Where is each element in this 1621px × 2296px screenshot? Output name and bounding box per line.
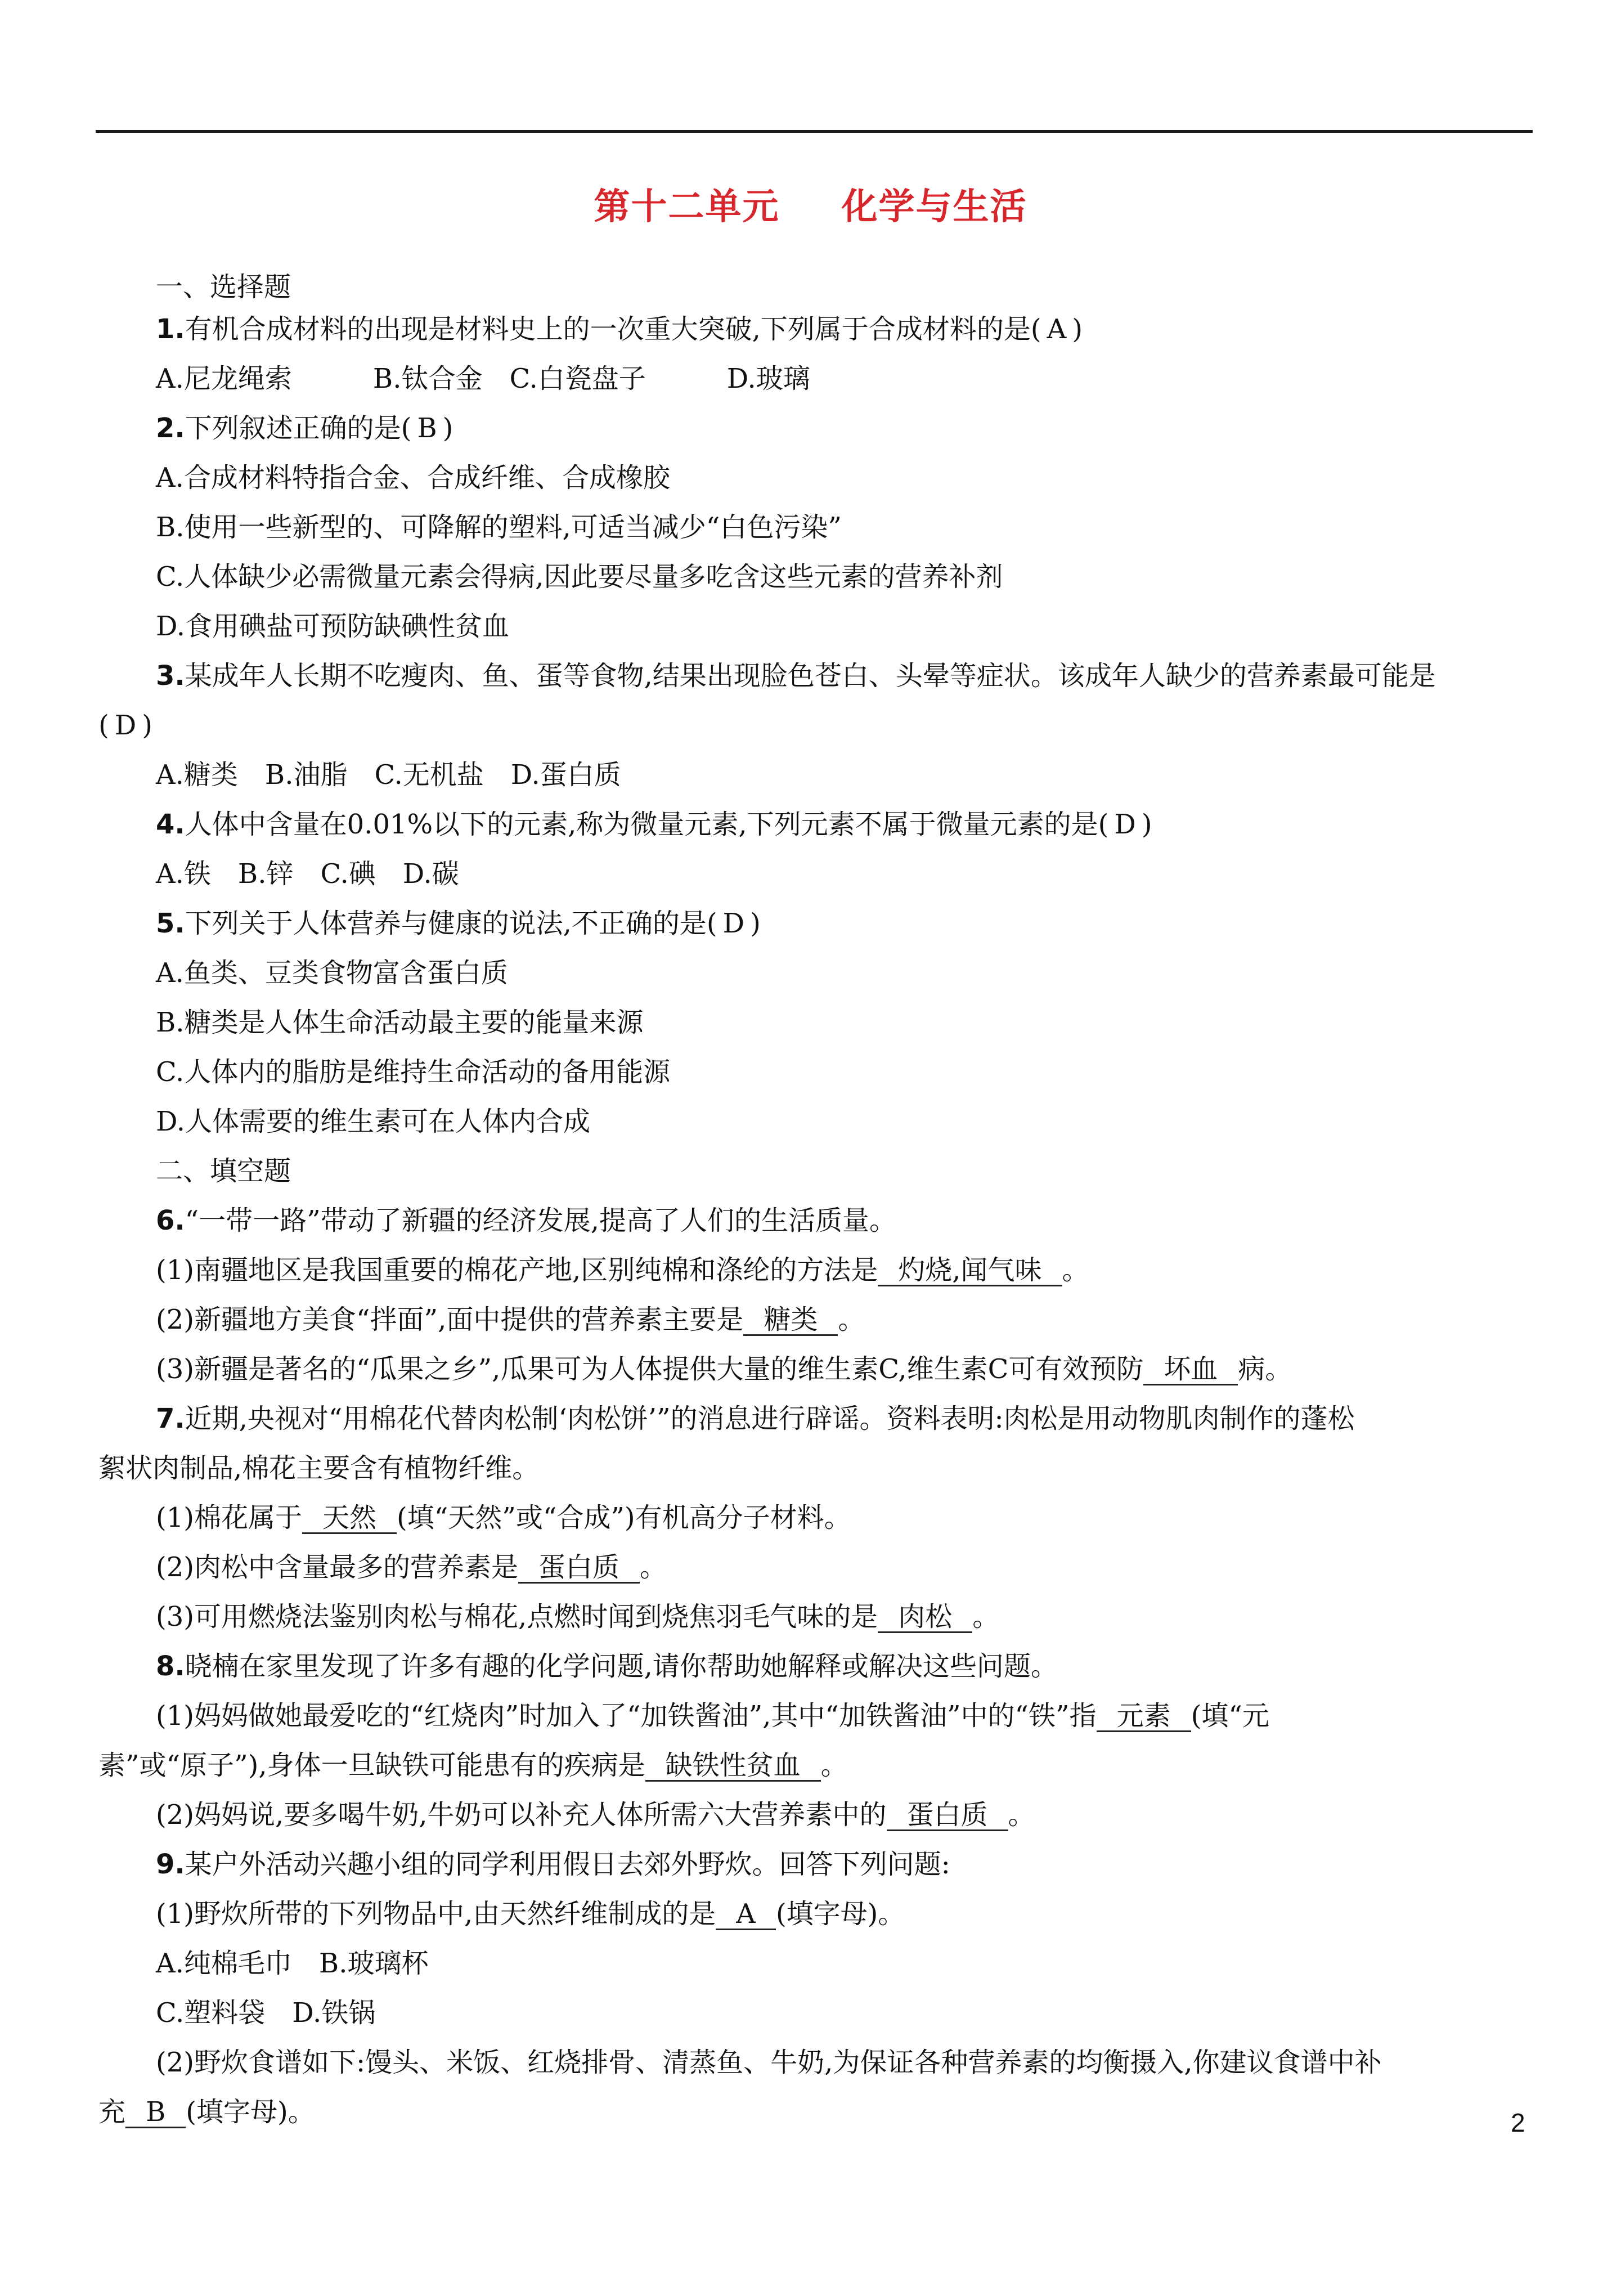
question-number: 3.: [156, 660, 185, 692]
question-6: [156, 1204, 896, 1237]
paren-open: (: [98, 710, 109, 741]
prompt-tail: (填字母)。: [775, 1898, 905, 1930]
question-number: 4.: [156, 809, 185, 840]
prompt-text: (1)南疆地区是我国重要的棉花产地,区别纯棉和涤纶的方法是: [156, 1254, 878, 1286]
paren-close: ): [1072, 313, 1083, 345]
answer: D: [1114, 809, 1136, 840]
paren-close: ): [750, 908, 761, 939]
question-7-part-2: [156, 1550, 667, 1584]
answer-blank: B: [125, 2097, 186, 2128]
prompt-text: (1)野炊所带的下列物品中,由天然纤维制成的是: [156, 1898, 716, 1930]
answer-blank: 蛋白质: [887, 1800, 1008, 1831]
prompt-tail: 。: [1008, 1799, 1035, 1831]
prompt-tail: 病。: [1238, 1353, 1292, 1385]
question-3-answer: [98, 708, 152, 742]
question-number: 9.: [156, 1849, 185, 1880]
question-8-part-2: [156, 1798, 1035, 1832]
question-5-option-a: A.鱼类、豆类食物富含蛋白质: [156, 957, 508, 989]
answer: B: [417, 412, 437, 444]
question-3-options: A.糖类 B.油脂 C.无机盐 D.蛋白质: [156, 759, 621, 791]
prompt-text: (3)新疆是著名的“瓜果之乡”,瓜果可为人体提供大量的维生素C,维生素C可有效预防: [156, 1353, 1144, 1385]
page-number: 2: [1511, 2108, 1525, 2137]
prompt-tail: 。: [640, 1551, 667, 1583]
prompt-text: (2)野炊食谱如下:馒头、米饭、红烧排骨、清蒸鱼、牛奶,为保证各种营养素的均衡摄入,你建议食谱中补: [156, 2047, 1382, 2078]
question-2-option-d: D.食用碘盐可预防缺碘性贫血: [156, 611, 510, 642]
question-number: 1.: [156, 313, 185, 345]
answer-blank: 天然: [302, 1503, 397, 1534]
question-text: 某户外活动兴趣小组的同学利用假日去郊外野炊。回答下列问题:: [185, 1849, 950, 1880]
question-1: [156, 312, 1083, 346]
question-number: 8.: [156, 1651, 185, 1682]
question-text: 下列关于人体营养与健康的说法,不正确的是(: [185, 908, 717, 939]
prompt-tail: 。: [1062, 1254, 1089, 1286]
question-4: [156, 808, 1152, 841]
prompt-tail: 。: [820, 1750, 848, 1781]
answer-blank: 坏血: [1143, 1355, 1238, 1385]
question-text: 下列叙述正确的是(: [185, 412, 412, 444]
answer-blank: A: [716, 1899, 776, 1930]
question-8-part-1-continued: [98, 1748, 848, 1782]
prompt-text: 素”或“原子”),身体一旦缺铁可能患有的疾病是: [98, 1750, 645, 1781]
question-7-part-1: [156, 1501, 851, 1535]
section-heading-choice: 一、选择题: [156, 271, 291, 303]
question-text: “一带一路”带动了新疆的经济发展,提高了人们的生活质量。: [185, 1205, 896, 1236]
prompt-text: (2)新疆地方美食“拌面”,面中提供的营养素主要是: [156, 1304, 744, 1335]
prompt-text: (3)可用燃烧法鉴别肉松与棉花,点燃时闻到烧焦羽毛气味的是: [156, 1601, 878, 1633]
paren-close: ): [1141, 809, 1152, 840]
answer-blank: 灼烧,闻气味: [878, 1255, 1062, 1286]
question-6-part-3: [156, 1352, 1292, 1386]
answer: D: [722, 908, 745, 939]
question-5-option-c: C.人体内的脂肪是维持生命活动的备用能源: [156, 1056, 671, 1088]
question-7-continued: 絮状肉制品,棉花主要含有植物纤维。: [98, 1452, 540, 1484]
question-7: [156, 1402, 1355, 1436]
question-1-options: A.尼龙绳索 B.钛合金 C.白瓷盘子 D.玻璃: [156, 363, 810, 394]
answer-blank: 元素: [1097, 1701, 1191, 1732]
question-5-option-d: D.人体需要的维生素可在人体内合成: [156, 1106, 591, 1137]
question-text: 近期,央视对“用棉花代替肉松制‘肉松饼’”的消息进行辟谣。资料表明:肉松是用动物肌肉制作的蓬松: [185, 1403, 1355, 1434]
question-number: 2.: [156, 412, 185, 444]
answer-blank: 肉松: [878, 1602, 972, 1633]
question-5-option-b: B.糖类是人体生命活动最主要的能量来源: [156, 1007, 644, 1038]
answer: D: [114, 710, 137, 741]
question-number: 5.: [156, 908, 185, 939]
paren-close: ): [142, 710, 152, 741]
question-4-options: A.铁 B.锌 C.碘 D.碳: [156, 858, 459, 890]
question-number: 7.: [156, 1403, 185, 1434]
prompt-text: 充: [98, 2096, 126, 2128]
question-text: 有机合成材料的出现是材料史上的一次重大突破,下列属于合成材料的是(: [185, 313, 1041, 345]
unit-title: 第十二单元: [594, 186, 780, 228]
answer-blank: 糖类: [743, 1305, 838, 1336]
question-2-option-a: A.合成材料特指合金、合成纤维、合成橡胶: [156, 462, 670, 494]
question-9-part-2: [156, 2046, 1382, 2079]
question-9-part-1-options-cd: C.塑料袋 D.铁锅: [156, 1997, 376, 2029]
prompt-text: (1)妈妈做她最爱吃的“红烧肉”时加入了“加铁酱油”,其中“加铁酱油”中的“铁”指: [156, 1700, 1097, 1732]
prompt-tail: (填“天然”或“合成”)有机高分子材料。: [397, 1502, 851, 1533]
question-2: [156, 411, 453, 445]
prompt-text: (2)肉松中含量最多的营养素是: [156, 1551, 518, 1583]
page-title: [0, 178, 1621, 230]
prompt-tail: (填“元: [1191, 1700, 1269, 1732]
prompt-tail: 。: [838, 1304, 865, 1335]
header-rule: [96, 130, 1533, 133]
answer-blank: 蛋白质: [518, 1553, 640, 1584]
unit-subtitle: 化学与生活: [841, 186, 1027, 228]
question-number: 6.: [156, 1205, 185, 1236]
prompt-text: (1)棉花属于: [156, 1502, 302, 1533]
question-2-option-b: B.使用一些新型的、可降解的塑料,可适当减少“白色污染”: [156, 512, 842, 543]
answer-blank: 缺铁性贫血: [645, 1751, 821, 1782]
question-9-part-1: [156, 1897, 905, 1931]
question-3: [156, 659, 1436, 693]
question-5: [156, 907, 761, 940]
section-heading-fill: 二、填空题: [156, 1155, 291, 1187]
question-6-part-2: [156, 1303, 865, 1337]
question-8-part-1: [156, 1699, 1269, 1733]
question-6-part-1: [156, 1253, 1089, 1287]
question-9: [156, 1847, 950, 1881]
prompt-tail: 。: [972, 1601, 1000, 1633]
question-text: 某成年人长期不吃瘦肉、鱼、蛋等食物,结果出现脸色苍白、头晕等症状。该成年人缺少的营养素最可能是: [185, 660, 1436, 692]
prompt-tail: (填字母)。: [186, 2096, 315, 2128]
question-text: 人体中含量在0.01%以下的元素,称为微量元素,下列元素不属于微量元素的是(: [185, 809, 1109, 840]
question-7-part-3: [156, 1600, 999, 1634]
question-9-part-1-options-ab: A.纯棉毛巾 B.玻璃杯: [156, 1948, 429, 1979]
question-2-option-c: C.人体缺少必需微量元素会得病,因此要尽量多吃含这些元素的营养补剂: [156, 561, 1003, 593]
paren-close: ): [442, 412, 453, 444]
question-text: 晓楠在家里发现了许多有趣的化学问题,请你帮助她解释或解决这些问题。: [185, 1651, 1058, 1682]
prompt-text: (2)妈妈说,要多喝牛奶,牛奶可以补充人体所需六大营养素中的: [156, 1799, 887, 1831]
answer: A: [1047, 313, 1067, 345]
question-9-part-2-continued: [98, 2095, 315, 2129]
question-8: [156, 1649, 1058, 1683]
